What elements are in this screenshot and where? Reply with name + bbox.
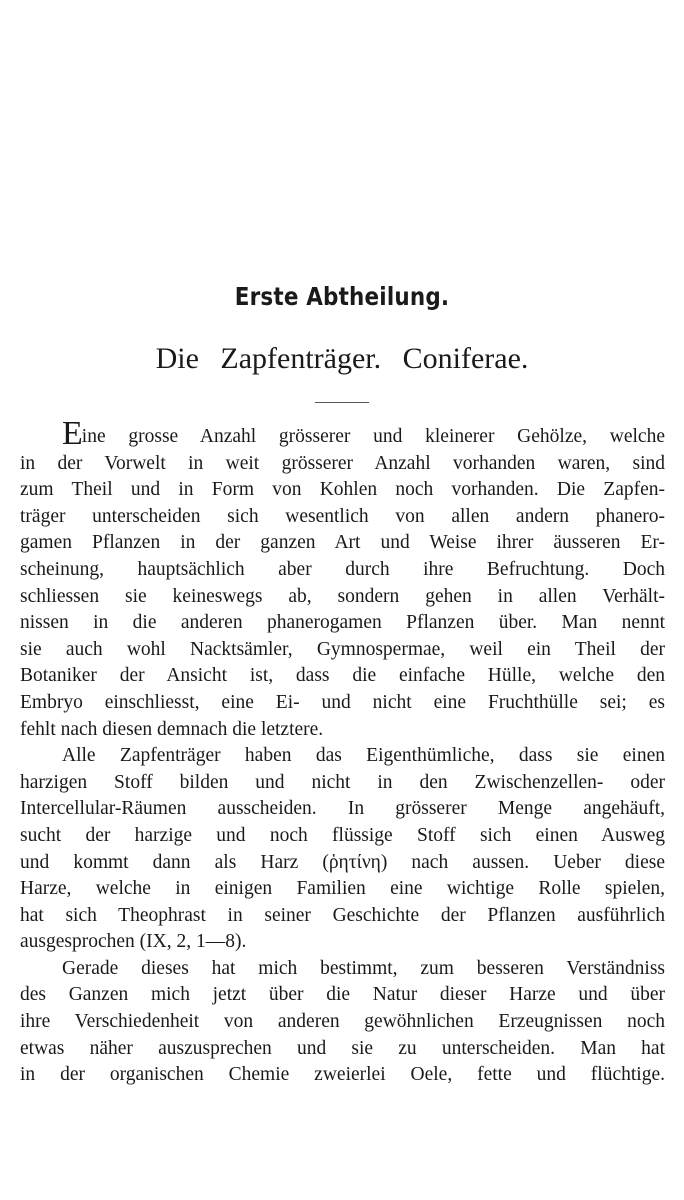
paragraph-3 <box>20 956 665 1089</box>
title-divider <box>315 402 369 403</box>
text-line: gamen Pflanzen in der ganzen Art und Weise ihrer äusseren Er- <box>20 532 665 554</box>
paragraph-2 <box>20 743 665 956</box>
text-line: in der organischen Chemie zweierlei Oele, fette und flüchtige. <box>20 1064 665 1086</box>
text-line: Embryo einschliesst, eine Ei- und nicht eine Fruchthülle sei; es <box>20 691 665 713</box>
text-line: träger unterscheiden sich wesentlich von allen andern phanero- <box>20 505 665 527</box>
body-text <box>20 415 665 1089</box>
text-line: und kommt dann als Harz (ῥητίνη) nach aussen. Ueber diese <box>20 851 665 873</box>
paragraph-1 <box>20 415 665 743</box>
text-line: zum Theil und in Form von Kohlen noch vorhanden. Die Zapfen- <box>20 479 665 501</box>
text-line: Eine grosse Anzahl grösserer und kleinerer Gehölze, welche <box>62 415 665 452</box>
text-line: nissen in die anderen phanerogamen Pflanzen über. Man nennt <box>20 612 665 634</box>
drop-cap: E <box>62 415 83 452</box>
text-line: sucht der harzige und noch flüssige Stoff sich einen Ausweg <box>20 824 665 846</box>
text-line: Gerade dieses hat mich bestimmt, zum besseren Verständniss <box>62 957 665 979</box>
text-line: Alle Zapfenträger haben das Eigenthümliche, dass sie einen <box>62 745 665 767</box>
section-heading: Erste Abtheilung. <box>234 282 450 311</box>
chapter-title: Die Zapfenträger. Coniferae. <box>155 342 529 375</box>
text-line: des Ganzen mich jetzt über die Natur dieser Harze und über <box>20 984 665 1006</box>
text-line: scheinung, hauptsächlich aber durch ihre Befruchtung. Doch <box>20 558 665 580</box>
text-line: hat sich Theophrast in seiner Geschichte der Pflanzen ausführlich <box>20 904 665 926</box>
text-line: in der Vorwelt in weit grösserer Anzahl vorhanden waren, sind <box>20 452 665 474</box>
text-line: fehlt nach diesen demnach die letztere. <box>20 718 324 740</box>
text-line: sie auch wohl Nacktsämler, Gymnospermae, weil ein Theil der <box>20 638 665 660</box>
text-line: ihre Verschiedenheit von anderen gewöhnlichen Erzeugnissen noch <box>20 1011 665 1033</box>
text-line: schliessen sie keineswegs ab, sondern gehen in allen Verhält- <box>20 585 665 607</box>
text-line: harzigen Stoff bilden und nicht in den Zwischenzellen- oder <box>20 771 665 793</box>
text-line: etwas näher auszusprechen und sie zu unterscheiden. Man hat <box>20 1037 665 1059</box>
text-line: Harze, welche in einigen Familien eine wichtige Rolle spielen, <box>20 878 665 900</box>
text-line: Botaniker der Ansicht ist, dass die einfache Hülle, welche den <box>20 665 665 687</box>
text-line: Intercellular-Räumen ausscheiden. In grösserer Menge angehäuft, <box>20 798 665 820</box>
text-line: ausgesprochen (IX, 2, 1—8). <box>20 931 247 953</box>
